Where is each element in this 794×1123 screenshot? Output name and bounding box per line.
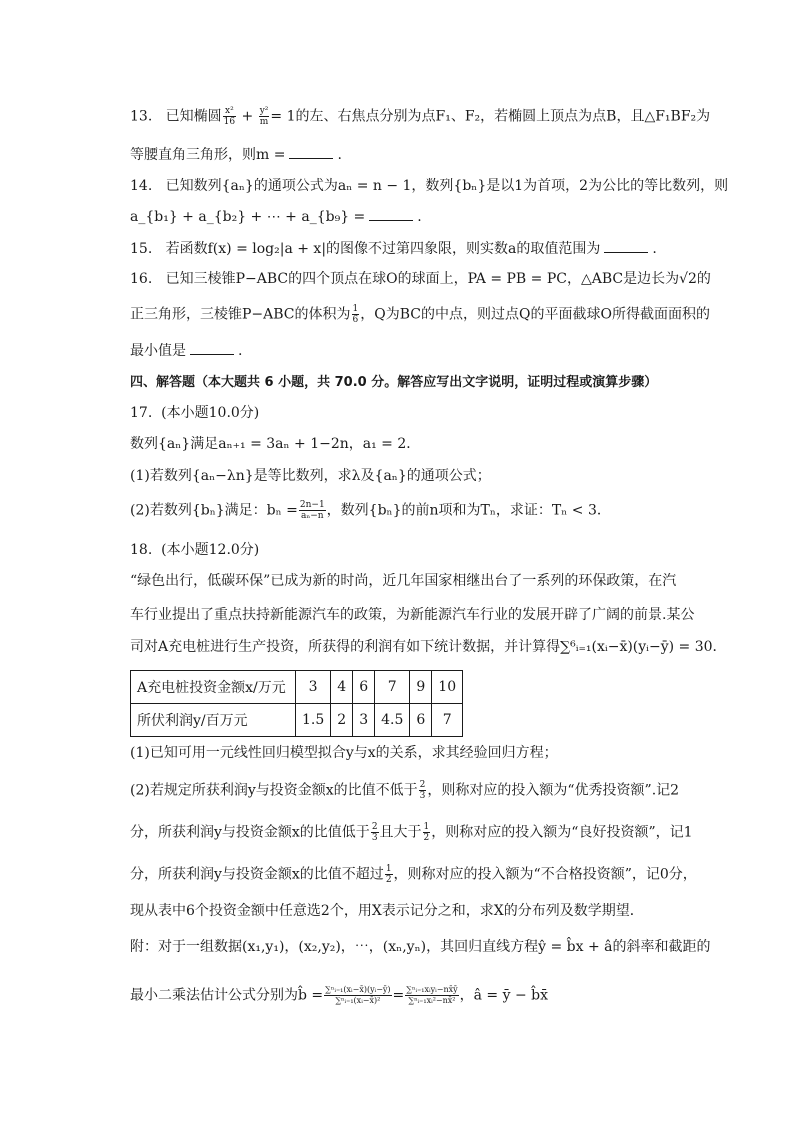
question-17-line1: 数列{aₙ}满足aₙ₊₁ = 3aₙ + 1−2n，a₁ = 2． <box>130 436 421 452</box>
question-15: 15. 若函数f(x) = log₂|a + x|的图像不过第四象限，则实数a的取值范围为 . <box>130 238 657 259</box>
question-number: 15. <box>130 241 153 257</box>
question-18-part2-line4: 现从表中6个投资金额中任意选2个，用X表示记分之和，求X的分布列及数学期望． <box>130 903 644 919</box>
table-cell: 4 <box>331 671 353 704</box>
question-16-line2: 正三角形，三棱锥P−ABC的体积为 $\frac{1}{6}$ ，Q为BC的中点，则过点Q的平面截球O所得截面面积的 <box>130 304 710 325</box>
question-18-part2-line2: 分，所获利润y与投资金额x的比值低于 $\frac{2}{3}$ 且大于 $\frac{1}{2}$ ，则称对应的投入额为“良好投资额”，记1 <box>130 822 693 843</box>
question-16-line1: 16. 已知三棱锥P−ABC的四个顶点在球O的球面上，PA = PB = PC，△ABC是边长为√2的 <box>130 271 711 287</box>
fraction: $\frac{2}{3}$ <box>419 780 426 801</box>
question-18-part2-line1: (2)若规定所获利润y与投资金额x的比值不低于 $\frac{2}{3}$ ，则称对应的投入额为“优秀投资额”.记2 <box>130 780 680 801</box>
question-18-header: 18. (本小题12.0分) <box>130 542 260 558</box>
table-row-label: A充电桩投资金额x/万元 <box>131 671 296 704</box>
fraction: $\frac{\text{∑ⁿᵢ₌₁(xᵢ−x̄)(yᵢ−ȳ)}}{\text{∑ⁿᵢ₌₁(xᵢ−x̄)²}}$ <box>325 985 391 1005</box>
table-cell: 6 <box>353 671 375 704</box>
question-18-para3: 司对A充电桩进行生产投资，所获得的利润有如下统计数据，并计算得∑⁶ᵢ₌₁(xᵢ−x̄)(yᵢ−ȳ) = 30． <box>130 639 727 655</box>
question-13-line2: 等腰直角三角形，则m = . <box>130 144 342 165</box>
table-cell: 3 <box>296 671 331 704</box>
table-row-label: 所伏利润y/百万元 <box>131 704 296 737</box>
fraction: $\frac{1}{6}$ <box>352 304 359 325</box>
table-row <box>131 704 463 737</box>
answer-blank[interactable] <box>604 238 648 253</box>
data-table <box>130 670 463 737</box>
question-13-line1: 13. 已知椭圆 $\frac{\text{x²}}{16}$ + $\frac{\text{y²}}{m}$ = 1的左、右焦点分别为点F₁、F₂，若椭圆上顶点为点B，且△F₁BF₂为 <box>130 106 711 127</box>
question-number: 18. <box>130 542 153 558</box>
question-18-part1: (1)已知可用一元线性回归模型拟合y与x的关系，求其经验回归方程； <box>130 745 558 761</box>
fraction: $\frac{\text{x²}}{16}$ <box>223 106 236 127</box>
question-18-para1: “绿色出行，低碳环保”已成为新的时尚，近几年国家相继出台了一系列的环保政策，在汽 <box>130 573 677 589</box>
fraction: $\frac{2}{3}$ <box>371 822 378 843</box>
table-cell: 6 <box>410 704 432 737</box>
appendix-line1: 附：对于一组数据(x₁,y₁)，(x₂,y₂)，⋯，(xₙ,yₙ)，其回归直线方程ŷ = b̂x + â的斜率和截距的 <box>130 939 711 955</box>
question-number: 14. <box>130 178 153 194</box>
table-cell: 9 <box>410 671 432 704</box>
table-cell: 7 <box>432 704 463 737</box>
appendix-line2: 最小二乘法估计公式分别为b̂ = $\frac{\text{∑ⁿᵢ₌₁(xᵢ−x̄)(yᵢ−ȳ)}}{\text{∑ⁿᵢ₌₁(xᵢ−x̄)²}}$ = $\frac{\text{∑ⁿᵢ₌₁xᵢyᵢ−nx̄ȳ}}{\text{∑ⁿᵢ₌₁xᵢ²−nx̄²}}$ ，â = ȳ − b̂x̄ <box>130 985 549 1005</box>
table-cell: 2 <box>331 704 353 737</box>
table-cell: 4.5 <box>375 704 410 737</box>
question-17-part1: (1)若数列{aₙ−λn}是等比数列，求λ及{aₙ}的通项公式； <box>130 468 491 484</box>
answer-blank[interactable] <box>369 206 413 221</box>
question-18-para2: 车行业提出了重点扶持新能源汽车的政策，为新能源汽车行业的发展开辟了广阔的前景.某公 <box>130 607 695 623</box>
question-17-header: 17. (本小题10.0分) <box>130 405 260 421</box>
table-row <box>131 671 463 704</box>
fraction: $\frac{1}{2}$ <box>423 822 430 843</box>
question-number: 13. <box>130 108 153 125</box>
question-18-part2-line3: 分，所获利润y与投资金额x的比值不超过 $\frac{1}{2}$ ，则称对应的投入额为“不合格投资额”，记0分， <box>130 864 697 885</box>
question-14-line2: a_{b₁} + a_{b₂} + ⋯ + a_{b₉} = . <box>130 206 422 227</box>
answer-blank[interactable] <box>190 340 234 355</box>
fraction: $\frac{\text{y²}}{m}$ <box>259 106 269 127</box>
question-17-part2: (2)若数列{bₙ}满足：bₙ = $\frac{2n-1}{\text{aₙ−n}}$ ，数列{bₙ}的前n项和为Tₙ，求证：Tₙ < 3． <box>130 500 611 521</box>
question-number: 16. <box>130 271 153 287</box>
section-heading: 四、解答题（本大题共 6 小题，共 70.0 分。解答应写出文字说明，证明过程或演算步骤） <box>130 375 658 390</box>
table-cell: 1.5 <box>296 704 331 737</box>
question-14-line1: 14. 已知数列{aₙ}的通项公式为aₙ = n − 1，数列{bₙ}是以1为首项，2为公比的等比数列，则 <box>130 178 729 194</box>
table-cell: 7 <box>375 671 410 704</box>
table-cell: 3 <box>353 704 375 737</box>
fraction: $\frac{\text{∑ⁿᵢ₌₁xᵢyᵢ−nx̄ȳ}}{\text{∑ⁿᵢ₌₁xᵢ²−nx̄²}}$ <box>406 985 458 1005</box>
fraction: $\frac{2n-1}{\text{aₙ−n}}$ <box>299 500 325 521</box>
table-cell: 10 <box>432 671 463 704</box>
answer-blank[interactable] <box>289 144 333 159</box>
fraction: $\frac{1}{2}$ <box>385 864 392 885</box>
question-16-line3: 最小值是 . <box>130 340 242 361</box>
question-number: 17. <box>130 405 153 421</box>
